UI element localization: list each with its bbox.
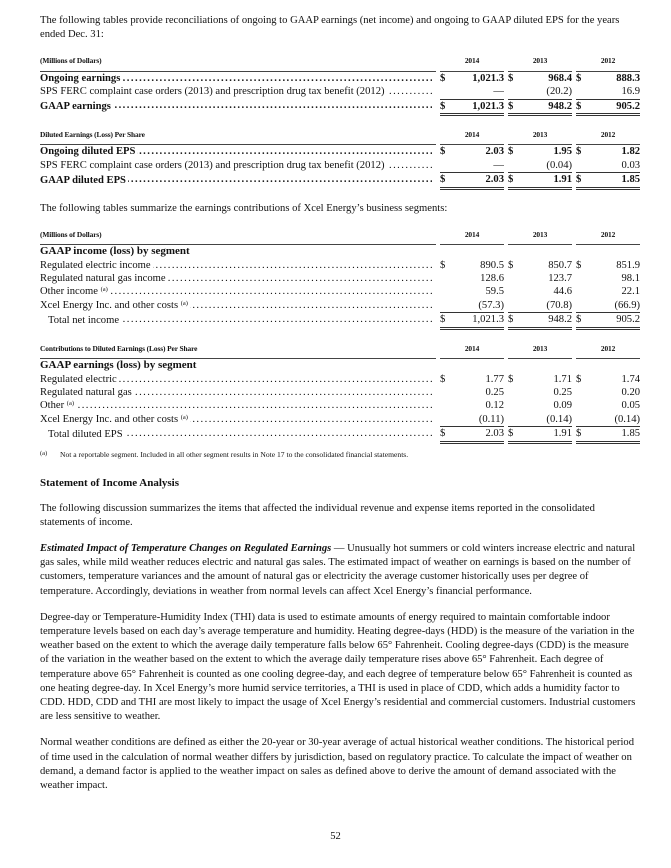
reconciliation-intro: The following tables provide reconciliations of ongoing to GAAP earnings (net income) and ongoing to GAAP diluted EPS for the years ended Dec. 31: [40, 15, 620, 41]
value-2012: 22.1 [621, 286, 641, 298]
value-2012: 1.82 [621, 146, 641, 158]
dollar-sign: $ [508, 72, 514, 84]
dollar-sign [440, 299, 454, 313]
dollar-sign: $ [576, 99, 590, 114]
value-2012: 1.74 [621, 373, 641, 385]
value-2013: (70.8) [546, 299, 573, 311]
value-2014: 0.25 [485, 386, 505, 398]
dollar-sign [576, 386, 590, 399]
year-header: 2013 [508, 54, 572, 71]
segment-eps-table [40, 342, 640, 444]
value-2014: (57.3) [478, 299, 505, 311]
value-2013: 44.6 [553, 286, 573, 298]
dollar-sign: $ [440, 99, 454, 114]
dollar-sign [576, 85, 590, 99]
dollar-sign [440, 159, 454, 173]
value-2013: 850.7 [548, 259, 573, 271]
dollar-sign [508, 413, 522, 427]
value-2012: 16.9 [621, 86, 641, 98]
dollar-sign: $ [440, 72, 446, 84]
value-2012: 1.85 [590, 173, 640, 188]
value-2012: 905.2 [590, 313, 640, 328]
section-title: GAAP earnings (loss) by segment [40, 359, 197, 372]
row-label: Regulated natural gas [40, 386, 132, 398]
row-label: GAAP diluted EPS [40, 174, 126, 186]
year-header: 2013 [508, 342, 572, 359]
dollar-sign: $ [576, 173, 590, 188]
table-total-row [40, 99, 640, 114]
value-2013: 968.4 [548, 72, 573, 84]
row-label: Xcel Energy Inc. and other costs [40, 413, 179, 425]
row-label: Xcel Energy Inc. and other costs [40, 300, 179, 312]
value-2012: 98.1 [621, 273, 641, 285]
value-2012: 905.2 [590, 99, 640, 114]
value-2013: 948.2 [522, 99, 572, 114]
table-header-row [40, 128, 640, 145]
document-page [40, 14, 641, 793]
dollar-sign [576, 413, 590, 427]
dollar-sign [508, 272, 522, 285]
row-label: Total diluted EPS [48, 428, 123, 440]
dollar-sign: $ [576, 373, 582, 385]
paragraph-temperature-impact [40, 542, 638, 599]
dollar-sign [440, 386, 454, 399]
year-header: 2014 [440, 128, 504, 145]
table-row [40, 272, 640, 285]
year-header: 2012 [576, 54, 640, 71]
dollar-sign [576, 285, 590, 298]
table-row [40, 159, 640, 173]
table-row [40, 71, 640, 85]
value-2012: (0.14) [614, 413, 641, 425]
footnote-ref: (a) [66, 400, 74, 408]
dollar-sign [576, 272, 590, 285]
dollar-sign: $ [508, 427, 522, 442]
paragraph-degree-day: Degree-day or Temperature-Humidity Index (THI) data is used to estimate amounts of energy required to maintain comfortable indoor temperature levels based on each day’s average temperature and humidity. Heating degree-days (HDD) is the measure of the variation in the weather based on the extent to which the average daily temperature falls below 65° Fahrenheit. Cooling degree-days (CDD) is the measure of the variation in the weather based on the extent to which the average daily temperature rises above 65° Fahrenheit. Each degree of temperature above 65° Fahrenheit is counted as one cooling degree-day, and each degree of temperature below 65° Fahrenheit is counted as one heating degree-day. In Xcel Energy’s more humid service territories, a THI is used in place of CDD, which adds a humidity factor to CDD. HDD, CDD and THI are most likely to impact the usage of Xcel Energy’s residential and commercial customers. Industrial customers are less sensitive to weather. [40, 611, 636, 723]
dollar-sign: $ [576, 313, 590, 328]
value-2014: 128.6 [480, 273, 505, 285]
dollar-sign [508, 285, 522, 298]
year-header: 2013 [508, 128, 572, 145]
earnings-reconciliation-table [40, 54, 640, 116]
row-label: Total net income [48, 314, 120, 326]
dollar-sign [576, 399, 590, 412]
dollar-sign [508, 85, 522, 99]
section-title: GAAP income (loss) by segment [40, 245, 190, 258]
table-header-label: Contributions to Diluted Earnings (Loss) Per Share [40, 342, 436, 359]
table-total-row [40, 173, 640, 188]
value-2013: (0.14) [546, 413, 573, 425]
value-2014: 2.03 [454, 173, 504, 188]
dollar-sign: $ [440, 146, 446, 158]
dollar-sign [440, 272, 454, 285]
dollar-sign: $ [576, 427, 590, 442]
year-header: 2014 [440, 342, 504, 359]
eps-reconciliation-table [40, 128, 640, 190]
dollar-sign: $ [440, 427, 454, 442]
dollar-sign: $ [508, 99, 522, 114]
page-number: 52 [330, 831, 341, 842]
paragraph-normal-weather: Normal weather conditions are defined as either the 20-year or 30-year average of actual historical weather conditions. The historical period of time used in the calculation of normal weather differs by jurisdiction, based on regulatory practice. To calculate the impact of weather on demand, a demand factor is applied to the weather impact on sales as defined above to derive the amount of demand associated with the weather impact. [40, 737, 634, 791]
value-2013: 0.25 [553, 386, 573, 398]
value-2014: 1,021.3 [454, 99, 504, 114]
table-row [40, 373, 640, 386]
footnote-ref: (a) [100, 286, 108, 294]
value-2012: 0.03 [621, 159, 641, 171]
paragraph-discussion: The following discussion summarizes the items that affected the individual revenue and expense items reported in the consolidated statements of income. [40, 502, 595, 528]
table-header-row [40, 54, 640, 71]
value-2014: 1,021.3 [472, 72, 505, 84]
dollar-sign: $ [576, 146, 582, 158]
footnote-ref: (a) [180, 300, 188, 308]
row-label: Regulated electric [40, 373, 117, 385]
table-row [40, 285, 640, 298]
value-2014: 1.77 [485, 373, 505, 385]
dollar-sign: $ [440, 259, 446, 271]
footnote [40, 449, 638, 460]
section-heading: Statement of Income Analysis [40, 476, 180, 489]
dollar-sign [440, 285, 454, 298]
table-row [40, 386, 640, 399]
dollar-sign: $ [440, 373, 446, 385]
dollar-sign: $ [440, 173, 454, 188]
value-2013: 1.91 [522, 427, 572, 442]
row-label: GAAP earnings [40, 101, 111, 113]
table-total-row [40, 313, 640, 328]
row-label: Other [40, 400, 65, 412]
table-row [40, 399, 640, 412]
table-row [40, 259, 640, 272]
table-row [40, 413, 640, 427]
footnote-ref: (a) [180, 413, 188, 421]
value-2013: 948.2 [522, 313, 572, 328]
footnote-mark: (a) [40, 449, 48, 457]
value-2014: 2.03 [454, 427, 504, 442]
table-header-row [40, 228, 640, 245]
dollar-sign: $ [508, 259, 514, 271]
table-row [40, 299, 640, 313]
row-label: Regulated electric income [40, 259, 151, 271]
value-2013: 1.95 [553, 146, 573, 158]
dollar-sign [508, 299, 522, 313]
value-2012: (66.9) [614, 299, 641, 311]
dollar-sign [508, 159, 522, 173]
value-2014: — [493, 159, 505, 171]
dollar-sign: $ [508, 373, 514, 385]
dollar-sign: $ [508, 146, 514, 158]
row-label: Other income [40, 286, 98, 298]
dollar-sign [508, 386, 522, 399]
value-2012: 0.20 [621, 386, 641, 398]
value-2013: 1.91 [522, 173, 572, 188]
section-title-row [40, 359, 640, 373]
year-header: 2013 [508, 228, 572, 245]
dollar-sign: $ [576, 72, 582, 84]
year-header: 2012 [576, 128, 640, 145]
value-2014: 0.12 [485, 400, 505, 412]
value-2014: 1,021.3 [454, 313, 504, 328]
dollar-sign [508, 399, 522, 412]
value-2012: 851.9 [616, 259, 641, 271]
value-2013: (0.04) [546, 159, 573, 171]
table-row [40, 145, 640, 159]
segment-income-table [40, 228, 640, 330]
paragraph-body: — Unusually hot summers or cold winters increase electric and natural gas sales, while mild weather reduces electric and natural gas sales. The estimated impact of weather on earnings is based on the number of customers, temperature variances and the amount of natural gas or electricity the average customer historically uses per degree of temperature. Accordingly, deviations in weather from normal levels can affect Xcel Energy’s financial performance. [40, 542, 636, 597]
table-header-label: (Millions of Dollars) [40, 228, 436, 245]
table-header-label: (Millions of Dollars) [40, 54, 436, 71]
dollar-sign [440, 413, 454, 427]
value-2013: 123.7 [548, 273, 573, 285]
dollar-sign: $ [508, 313, 522, 328]
value-2013: 1.71 [553, 373, 573, 385]
table-row [40, 85, 640, 99]
value-2014: (0.11) [478, 413, 505, 425]
value-2014: — [493, 86, 505, 98]
value-2013: (20.2) [546, 86, 573, 98]
row-label: Ongoing earnings [40, 72, 121, 84]
dollar-sign [576, 159, 590, 173]
row-label: SPS FERC complaint case orders (2013) and prescription drug tax benefit (2012) [40, 160, 385, 172]
row-label: Regulated natural gas income [40, 273, 166, 285]
value-2013: 0.09 [553, 400, 573, 412]
dollar-sign: $ [576, 259, 582, 271]
year-header: 2014 [440, 54, 504, 71]
year-header: 2014 [440, 228, 504, 245]
value-2014: 59.5 [485, 286, 505, 298]
row-label: Ongoing diluted EPS [40, 146, 136, 158]
table-header-label: Diluted Earnings (Loss) Per Share [40, 128, 436, 145]
year-header: 2012 [576, 342, 640, 359]
table-header-row [40, 342, 640, 359]
segments-intro: The following tables summarize the earnings contributions of Xcel Energy’s business segments: [40, 202, 448, 214]
table-total-row [40, 427, 640, 442]
value-2012: 0.05 [621, 400, 641, 412]
value-2012: 888.3 [616, 72, 641, 84]
footnote-text: Not a reportable segment. Included in all other segment results in Note 17 to the consolidated financial statements. [60, 449, 409, 459]
row-label: SPS FERC complaint case orders (2013) and prescription drug tax benefit (2012) [40, 86, 385, 98]
value-2014: 890.5 [480, 259, 505, 271]
dollar-sign: $ [508, 173, 522, 188]
value-2014: 2.03 [485, 146, 505, 158]
dollar-sign [440, 85, 454, 99]
paragraph-lead: Estimated Impact of Temperature Changes on Regulated Earnings [40, 542, 332, 554]
dollar-sign [440, 399, 454, 412]
section-title-row [40, 245, 640, 259]
dollar-sign [576, 299, 590, 313]
dollar-sign: $ [440, 313, 454, 328]
year-header: 2012 [576, 228, 640, 245]
value-2012: 1.85 [590, 427, 640, 442]
